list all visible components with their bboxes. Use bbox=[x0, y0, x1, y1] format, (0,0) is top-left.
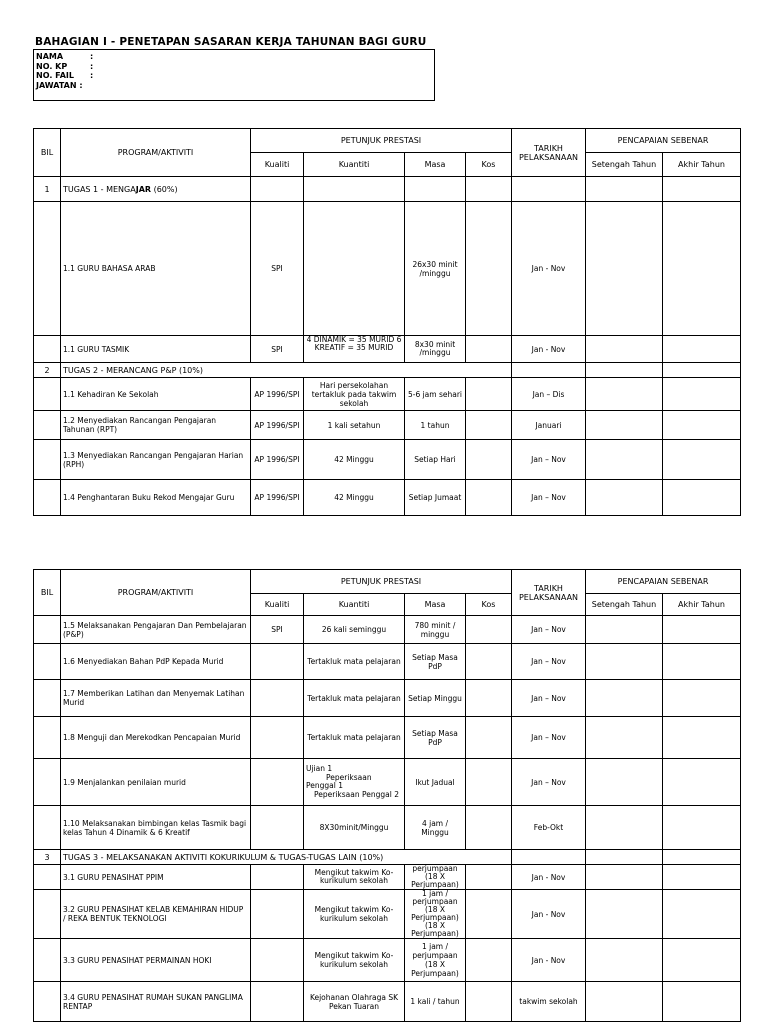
table-row: 1.6 Menyediakan Bahan PdP Kepada Murid Tertakluk mata pelajaran Setiap Masa PdP Jan – Nov bbox=[34, 644, 741, 680]
target-table-2 bbox=[33, 569, 741, 1022]
table-row: 1.7 Memberikan Latihan dan Menyemak Latihan Murid Tertakluk mata pelajaran Setiap Minggu Jan – Nov bbox=[34, 680, 741, 717]
header-kos: Kos bbox=[466, 153, 512, 177]
table-row: 1.1 GURU BAHASA ARAB SPI 26x30 minit /minggu Jan - Nov bbox=[34, 202, 741, 336]
header-bil: BIL bbox=[34, 129, 61, 177]
header-program: PROGRAM/AKTIVITI bbox=[61, 129, 251, 177]
table-row: 1.4 Penghantaran Buku Rekod Mengajar Guru AP 1996/SPI 42 Minggu Setiap Jumaat Jan – Nov bbox=[34, 480, 741, 516]
header-kualiti: Kualiti bbox=[251, 594, 304, 616]
info-no-fail: NO. FAIL : bbox=[36, 71, 94, 80]
table-row: 3.4 GURU PENASIHAT RUMAH SUKAN PANGLIMA RENTAP Kejohanan Olahraga SK Pekan Tuaran 1 kali / tahun takwim sekolah bbox=[34, 982, 741, 1022]
header-tarikh: TARIKH PELAKSANAAN bbox=[512, 570, 586, 616]
header-kuantiti: Kuantiti bbox=[304, 153, 405, 177]
teacher-info-box bbox=[33, 49, 435, 101]
table-row: 1.2 Menyediakan Rancangan Pengajaran Tahunan (RPT) AP 1996/SPI 1 kali setahun 1 tahun Januari bbox=[34, 411, 741, 440]
table-row: 1.1 Kehadiran Ke Sekolah AP 1996/SPI Hari persekolahan tertakluk pada takwim sekolah 5-6 jam sehari Jan – Dis bbox=[34, 378, 741, 411]
info-nama: NAMA : bbox=[36, 52, 94, 61]
target-table-1 bbox=[33, 128, 741, 516]
section-row-1: 1 TUGAS 1 - MENGAJAR (60%) bbox=[34, 177, 741, 202]
header-petunjuk: PETUNJUK PRESTASI bbox=[251, 570, 512, 594]
header-setengah: Setengah Tahun bbox=[586, 594, 663, 616]
header-program: PROGRAM/AKTIVITI bbox=[61, 570, 251, 616]
table-row: 1.10 Melaksanakan bimbingan kelas Tasmik bagi kelas Tahun 4 Dinamik & 6 Kreatif 8X30minit/Minggu 4 jam / Minggu Feb-Okt bbox=[34, 806, 741, 850]
header-tarikh: TARIKH PELAKSANAAN bbox=[512, 129, 586, 177]
section-row-2: 2 TUGAS 2 - MERANCANG P&P (10%) bbox=[34, 363, 741, 378]
header-akhir: Akhir Tahun bbox=[663, 594, 741, 616]
section-row-3: 3 TUGAS 3 - MELAKSANAKAN AKTIVITI KOKURIKULUM & TUGAS-TUGAS LAIN (10%) bbox=[34, 850, 741, 865]
header-kualiti: Kualiti bbox=[251, 153, 304, 177]
table-row: 1.5 Melaksanakan Pengajaran Dan Pembelajaran (P&P) SPI 26 kali seminggu 780 minit / minggu Jan – Nov bbox=[34, 616, 741, 644]
info-jawatan: JAWATAN : bbox=[36, 80, 83, 90]
table-row: 3.1 GURU PENASIHAT PPIM Mengikut takwim Ko-kurikulum sekolah perjumpaan (18 X Perjumpaan) Jan - Nov bbox=[34, 865, 741, 890]
table-row: 3.2 GURU PENASIHAT KELAB KEMAHIRAN HIDUP / REKA BENTUK TEKNOLOGI Mengikut takwim Ko-kurikulum sekolah 1 jam / perjumpaan (18 X Perjumpaan) (18 X Perjumpaan) Jan - Nov bbox=[34, 890, 741, 939]
table-row: 3.3 GURU PENASIHAT PERMAINAN HOKI Mengikut takwim Ko-kurikulum sekolah 1 jam / perjumpaan (18 X Perjumpaan) Jan - Nov bbox=[34, 939, 741, 982]
header-setengah: Setengah Tahun bbox=[586, 153, 663, 177]
header-bil: BIL bbox=[34, 570, 61, 616]
table-row: 1.1 GURU TASMIK SPI 4 DINAMIK = 35 MURID 6 KREATIF = 35 MURID 8x30 minit /minggu Jan - Nov bbox=[34, 336, 741, 363]
table-row: 1.3 Menyediakan Rancangan Pengajaran Harian (RPH) AP 1996/SPI 42 Minggu Setiap Hari Jan – Nov bbox=[34, 440, 741, 480]
header-akhir: Akhir Tahun bbox=[663, 153, 741, 177]
header-masa: Masa bbox=[405, 153, 466, 177]
header-pencapaian: PENCAPAIAN SEBENAR bbox=[586, 570, 741, 594]
table-row: 1.9 Menjalankan penilaian murid Ujian 1 Peperiksaan Penggal 1 Peperiksaan Penggal 2 Ikut Jadual Jan – Nov bbox=[34, 759, 741, 806]
info-no-kp: NO. KP : bbox=[36, 61, 94, 71]
header-kos: Kos bbox=[466, 594, 512, 616]
header-kuantiti: Kuantiti bbox=[304, 594, 405, 616]
header-masa: Masa bbox=[405, 594, 466, 616]
header-pencapaian: PENCAPAIAN SEBENAR bbox=[586, 129, 741, 153]
table-row: 1.8 Menguji dan Merekodkan Pencapaian Murid Tertakluk mata pelajaran Setiap Masa PdP Jan – Nov bbox=[34, 717, 741, 759]
header-petunjuk: PETUNJUK PRESTASI bbox=[251, 129, 512, 153]
page-title: BAHAGIAN I - PENETAPAN SASARAN KERJA TAHUNAN BAGI GURU bbox=[35, 36, 427, 48]
